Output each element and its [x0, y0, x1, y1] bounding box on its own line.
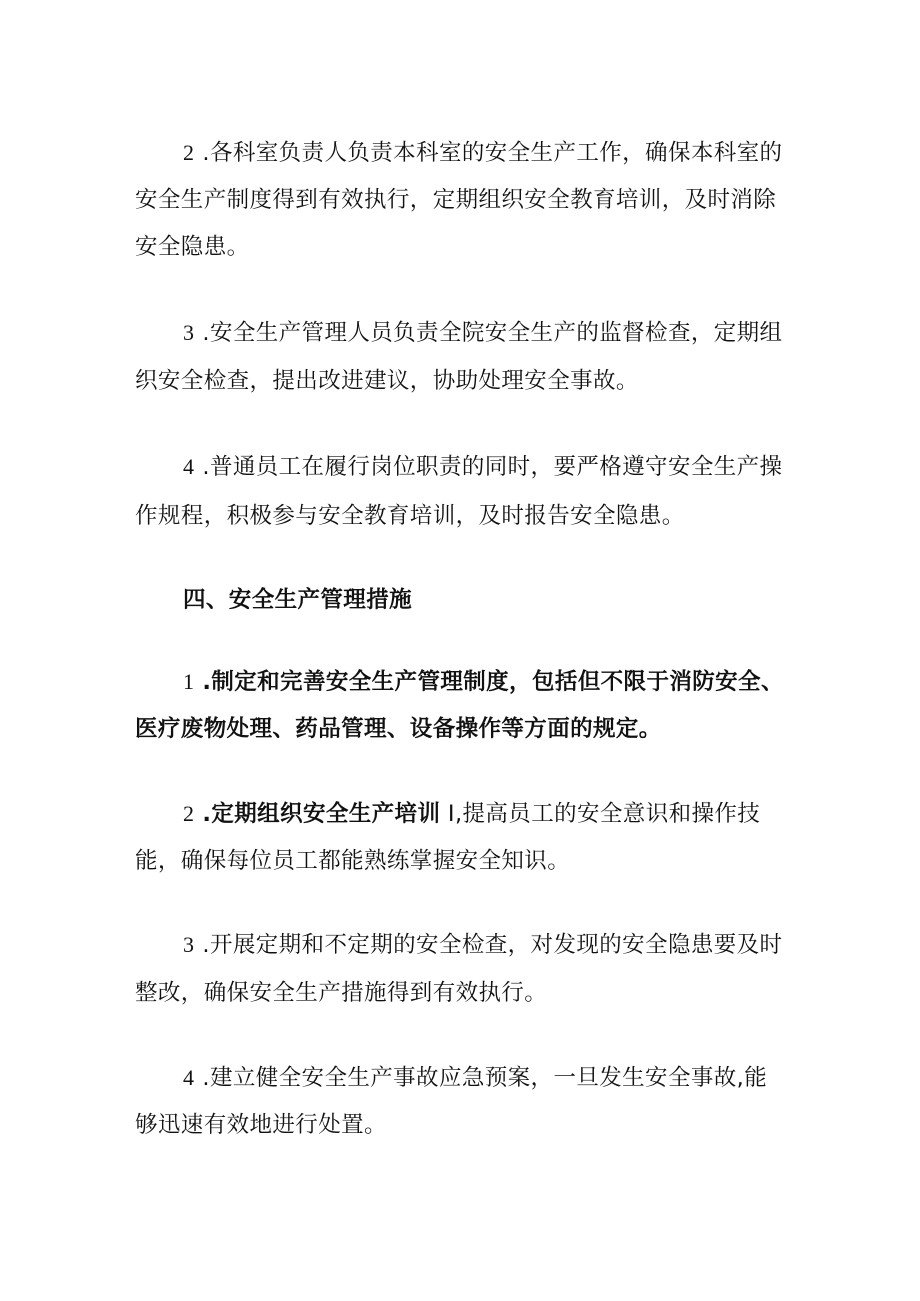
measure-text: .建立健全安全生产事故应急预案，一旦发生安全事故,能	[202, 1065, 768, 1091]
section-heading: 四、安全生产管理措施	[183, 587, 413, 613]
measure-4-line-1	[183, 1063, 767, 1093]
item-number: 4	[183, 454, 195, 479]
paragraph-text: .安全生产管理人员负责全院安全生产的监督检查，定期组	[202, 320, 783, 346]
paragraph-text: .各科室负责人负责本科室的安全生产工作，确保本科室的	[202, 140, 783, 166]
item-number: 1	[183, 669, 195, 694]
paragraph-3-line-2: 织安全检查，提出改进建议，协助处理安全事故。	[135, 368, 639, 394]
measure-4-line-2: 够迅速有效地进行处置。	[135, 1112, 387, 1138]
measure-1-line-2: 医疗废物处理、药品管理、设备操作等方面的规定。	[135, 716, 662, 742]
measure-text: .制定和完善安全生产管理制度，包括但不限于消防安全、	[202, 669, 784, 695]
measure-bold-text: .定期组织安全生产培训	[202, 801, 441, 827]
paragraph-2-line-2: 安全生产制度得到有效执行，定期组织安全教育培训，及时消除	[135, 187, 777, 213]
measure-2-line-2: 能，确保每位员工都能熟练掌握安全知识。	[135, 848, 571, 874]
item-number: 2	[183, 140, 195, 165]
paragraph-4-line-1	[183, 452, 782, 482]
measure-3-line-2: 整改，确保安全生产措施得到有效执行。	[135, 980, 548, 1006]
paragraph-4-line-2: 作规程，积极参与安全教育培训，及时报告安全隐患。	[135, 503, 685, 529]
measure-3-line-1	[183, 930, 782, 960]
paragraph-2-line-3: 安全隐患。	[135, 234, 250, 260]
paragraph-3-line-1	[183, 318, 782, 348]
item-number: 4	[183, 1065, 195, 1090]
paragraph-2-line-1	[183, 138, 782, 168]
item-number: 3	[183, 932, 195, 957]
measure-text: .开展定期和不定期的安全检查，对发现的安全隐患要及时	[202, 932, 783, 958]
item-number: 3	[183, 320, 195, 345]
measure-1-line-1	[183, 667, 784, 697]
measure-text: I,提高员工的安全意识和操作技	[440, 801, 761, 827]
item-number: 2	[183, 801, 195, 826]
measure-2-line-1	[183, 799, 760, 829]
paragraph-text: .普通员工在履行岗位职责的同时，要严格遵守安全生产操	[202, 454, 783, 480]
